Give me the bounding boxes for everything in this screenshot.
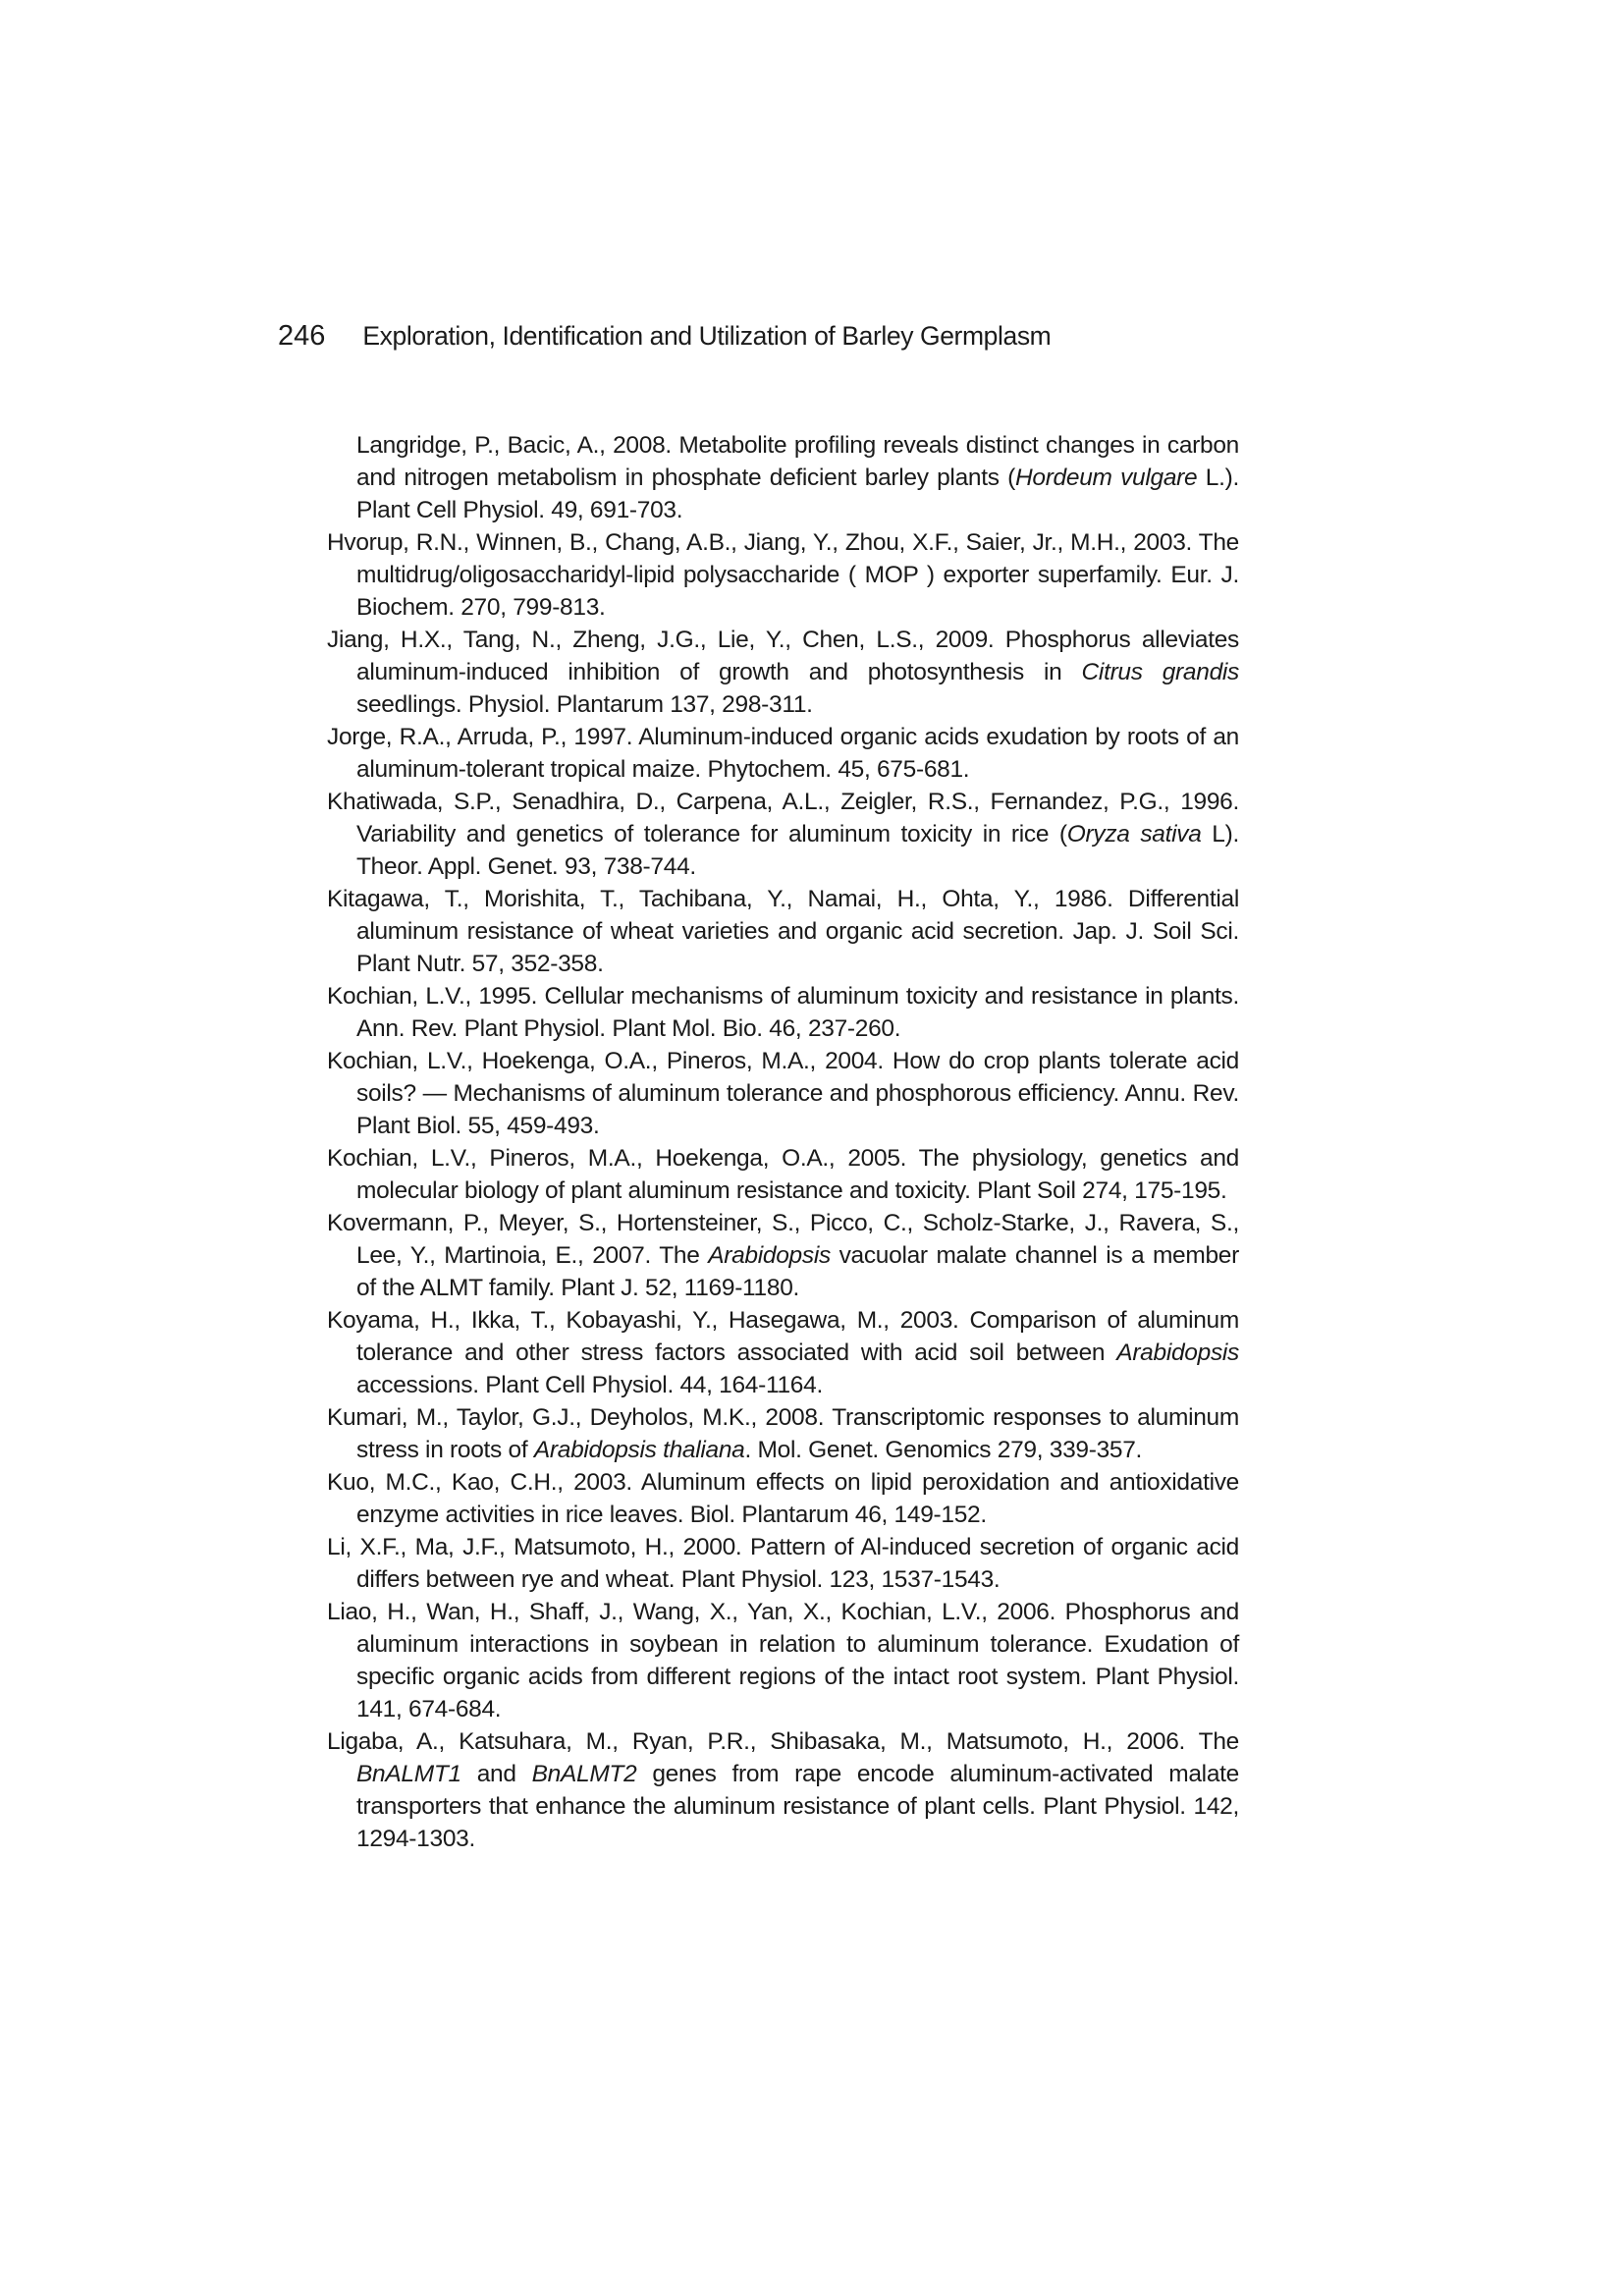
reference-text: Jiang, H.X., Tang, N., Zheng, J.G., Lie, Y., Chen, L.S., 2009. Phosphorus alleviates aluminum-induced inhibition of growth and photosynthesis in [327,627,1239,685]
reference-text: Khatiwada, S.P., Senadhira, D., Carpena, A.L., Zeigler, R.S., Fernandez, P.G., 1996. Variability and genetics of tolerance for aluminum toxicity in rice ( [327,789,1239,847]
reference-entry [327,1045,1239,1142]
page-number: 246 [278,320,326,352]
reference-italic-text: Oryza sativa [1066,821,1202,847]
reference-entry [327,1725,1239,1855]
reference-text: Kochian, L.V., Hoekenga, O.A., Pineros, M.A., 2004. How do crop plants tolerate acid soils? — Mechanisms of aluminum tolerance and phosphorous efficiency. Annu. Rev. Plant Biol. 55, 459-493. [327,1048,1239,1139]
running-header [278,320,1348,353]
reference-text: Kitagawa, T., Morishita, T., Tachibana, Y., Namai, H., Ohta, Y., 1986. Differential aluminum resistance of wheat varieties and organic acid secretion. Jap. J. Soil Sci. Plant Nutr. 57, 352-358. [327,886,1239,977]
reference-entry [327,1207,1239,1304]
reference-italic-text: BnALMT1 [356,1761,461,1787]
reference-text: L.). Plant Cell Physiol. 49, 691-703. [356,465,1239,523]
reference-entry [327,1401,1239,1466]
reference-text: Kumari, M., Taylor, G.J., Deyholos, M.K., 2008. Transcriptomic responses to aluminum stress in roots of [327,1404,1239,1463]
reference-entry [327,1596,1239,1725]
reference-text: Langridge, P., Bacic, A., 2008. Metabolite profiling reveals distinct changes in carbon and nitrogen metabolism in phosphate deficient barley plants ( [356,432,1239,491]
reference-entry [327,429,1239,526]
reference-entry [327,980,1239,1045]
reference-italic-text: Citrus grandis [1081,659,1239,685]
reference-text: Kochian, L.V., Pineros, M.A., Hoekenga, O.A., 2005. The physiology, genetics and molecular biology of plant aluminum resistance and toxicity. Plant Soil 274, 175-195. [327,1145,1239,1204]
reference-text: accessions. Plant Cell Physiol. 44, 164-1164. [356,1372,823,1398]
references-list [327,429,1239,1855]
reference-entry [327,1466,1239,1531]
reference-italic-text: BnALMT2 [531,1761,637,1787]
reference-entry [327,1531,1239,1596]
reference-text: L). Theor. Appl. Genet. 93, 738-744. [356,821,1239,880]
reference-text: Liao, H., Wan, H., Shaff, J., Wang, X., Yan, X., Kochian, L.V., 2006. Phosphorus and aluminum interactions in soybean in relation to aluminum tolerance. Exudation of specific organic acids from different regions of the intact root system. Plant Physiol. 141, 674-684. [327,1599,1239,1722]
reference-text: Hvorup, R.N., Winnen, B., Chang, A.B., Jiang, Y., Zhou, X.F., Saier, Jr., M.H., 2003. The multidrug/oligosaccharidyl-lipid polysaccharide ( MOP ) exporter superfamily. Eur. J. Biochem. 270, 799-813. [327,529,1239,621]
reference-text: Koyama, H., Ikka, T., Kobayashi, Y., Hasegawa, M., 2003. Comparison of aluminum tolerance and other stress factors associated with acid soil between [327,1307,1239,1366]
reference-text: genes from rape encode aluminum-activated malate transporters that enhance the aluminum resistance of plant cells. Plant Physiol. 142, 1294-1303. [356,1761,1239,1852]
reference-text: seedlings. Physiol. Plantarum 137, 298-311. [356,691,813,718]
reference-italic-text: Arabidopsis thaliana [533,1437,745,1463]
reference-entry [327,721,1239,786]
reference-text: Jorge, R.A., Arruda, P., 1997. Aluminum-induced organic acids exudation by roots of an aluminum-tolerant tropical maize. Phytochem. 45, 675-681. [327,724,1239,783]
reference-entry [327,1304,1239,1401]
reference-entry [327,883,1239,980]
reference-italic-text: Hordeum vulgare [1014,465,1198,491]
reference-text: Kuo, M.C., Kao, C.H., 2003. Aluminum effects on lipid peroxidation and antioxidative enzyme activities in rice leaves. Biol. Plantarum 46, 149-152. [327,1469,1239,1528]
reference-text: . Mol. Genet. Genomics 279, 339-357. [744,1437,1143,1463]
reference-text: Ligaba, A., Katsuhara, M., Ryan, P.R., Shibasaka, M., Matsumoto, H., 2006. The [327,1728,1239,1755]
reference-entry [327,526,1239,624]
reference-text: Kochian, L.V., 1995. Cellular mechanisms of aluminum toxicity and resistance in plants. Ann. Rev. Plant Physiol. Plant Mol. Bio. 46, 237-260. [327,983,1239,1042]
reference-italic-text: Arabidopsis [708,1242,831,1269]
reference-text: and [460,1761,532,1787]
reference-text: Li, X.F., Ma, J.F., Matsumoto, H., 2000. Pattern of Al-induced secretion of organic acid differs between rye and wheat. Plant Physiol. 123, 1537-1543. [327,1534,1239,1593]
reference-text: vacuolar malate channel is a member of the ALMT family. Plant J. 52, 1169-1180. [356,1242,1239,1301]
reference-text: Kovermann, P., Meyer, S., Hortensteiner, S., Picco, C., Scholz-Starke, J., Ravera, S., Lee, Y., Martinoia, E., 2007. The [327,1210,1239,1269]
reference-entry [327,624,1239,721]
reference-italic-text: Arabidopsis [1116,1339,1239,1366]
running-title: Exploration, Identification and Utilization of Barley Germplasm [362,321,1052,351]
reference-entry [327,1142,1239,1207]
reference-entry [327,786,1239,883]
